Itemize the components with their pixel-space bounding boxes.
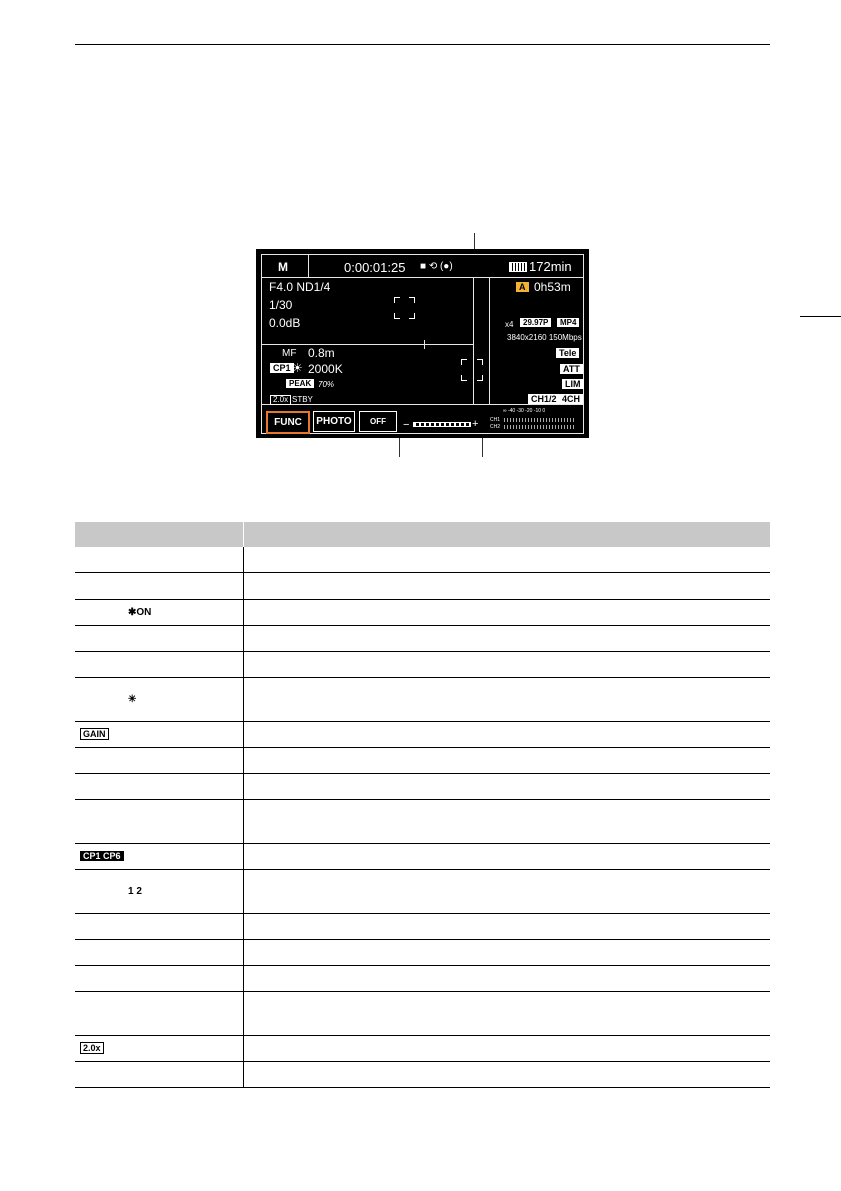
face-frame-corner xyxy=(461,375,467,381)
description-cell xyxy=(244,599,771,625)
audio-4ch: 4CH xyxy=(559,395,583,404)
mode-indicator: M xyxy=(278,260,288,274)
icon-reference-table xyxy=(75,522,770,1088)
face-frame-corner xyxy=(477,375,483,381)
icon-cell xyxy=(75,625,244,651)
icon-cell xyxy=(75,913,244,939)
divider-top xyxy=(261,277,584,278)
icon-cell xyxy=(75,1035,244,1061)
header-rule xyxy=(75,44,770,45)
custom-picture: CP1 xyxy=(270,364,294,373)
slow-multiplier: x4 xyxy=(505,320,514,329)
audio-meter-ch1 xyxy=(504,418,574,422)
table-header-cell xyxy=(244,522,771,547)
section-tab-rule xyxy=(800,316,841,317)
display-icon: 1 2 xyxy=(128,886,142,897)
face-frame-corner xyxy=(461,359,467,365)
af-frame-corner xyxy=(409,297,415,303)
shutter-speed: 1/30 xyxy=(269,298,293,312)
camera-screen xyxy=(256,249,589,438)
table-row xyxy=(75,1035,770,1061)
icon-cell xyxy=(75,721,244,747)
description-cell xyxy=(244,747,771,773)
description-cell xyxy=(244,939,771,965)
timecode: 0:00:01:25 xyxy=(344,260,406,275)
frame-rate: 29.97P xyxy=(520,319,551,327)
description-cell xyxy=(244,651,771,677)
icon-cell xyxy=(75,991,244,1035)
icon-cell xyxy=(75,572,244,599)
table-row xyxy=(75,721,770,747)
table-row xyxy=(75,991,770,1035)
display-icon: 2.0x xyxy=(80,1042,104,1054)
description-cell xyxy=(244,721,771,747)
af-frame-corner xyxy=(394,297,400,303)
battery-icon xyxy=(509,262,527,272)
icon-cell xyxy=(75,799,244,843)
icon-cell xyxy=(75,677,244,721)
audio-meter-scale: ∞ -40 -30 -20 -10 0 xyxy=(503,408,546,414)
icon-cell xyxy=(75,651,244,677)
icon-cell xyxy=(75,939,244,965)
table-row xyxy=(75,939,770,965)
func-button[interactable]: FUNC xyxy=(266,411,310,434)
description-cell xyxy=(244,625,771,651)
audio-att: ATT xyxy=(560,365,583,374)
level-scale xyxy=(413,422,471,427)
level-center-tick xyxy=(424,340,425,349)
table-row xyxy=(75,747,770,773)
media-remaining: 0h53m xyxy=(534,280,571,294)
peaking: PEAK xyxy=(286,380,314,388)
description-cell xyxy=(244,799,771,843)
photo-button[interactable]: PHOTO xyxy=(313,411,355,432)
zebra: 70% xyxy=(318,380,335,389)
description-cell xyxy=(244,547,771,572)
description-cell xyxy=(244,1035,771,1061)
table-row xyxy=(75,599,770,625)
table-row xyxy=(75,965,770,991)
icon-cell xyxy=(75,869,244,913)
af-frame-corner xyxy=(409,313,415,319)
level-minus: − xyxy=(403,419,410,431)
description-cell xyxy=(244,677,771,721)
resolution-bitrate: 3840x2160 150Mbps xyxy=(507,333,582,342)
audio-meter-ch1-label: CH1 xyxy=(490,417,501,423)
table-row xyxy=(75,547,770,572)
face-frame-corner xyxy=(477,359,483,365)
table-row xyxy=(75,1061,770,1087)
table-row xyxy=(75,677,770,721)
white-balance: 2000K xyxy=(308,362,343,376)
divider-bottom xyxy=(261,404,584,405)
icon-cell xyxy=(75,747,244,773)
level-plus: + xyxy=(472,418,479,430)
record-status: STBY xyxy=(292,395,313,404)
icon-cell xyxy=(75,547,244,572)
af-frame-corner xyxy=(394,313,400,319)
description-cell xyxy=(244,991,771,1035)
audio-meter-ch2 xyxy=(504,425,574,429)
table-row xyxy=(75,572,770,599)
icon-cell xyxy=(75,965,244,991)
focus-distance: 0.8m xyxy=(308,346,335,360)
magnification: 2.0x xyxy=(270,395,291,405)
table-row xyxy=(75,625,770,651)
icon-cell xyxy=(75,599,244,625)
table-row xyxy=(75,799,770,843)
table-header-row xyxy=(75,522,770,547)
description-cell xyxy=(244,773,771,799)
gain: 0.0dB xyxy=(269,316,301,330)
divider-mid xyxy=(473,278,474,404)
file-format: MP4 xyxy=(557,319,579,327)
description-cell xyxy=(244,913,771,939)
icon-cell xyxy=(75,843,244,869)
table-header-cell xyxy=(75,522,244,547)
description-cell xyxy=(244,965,771,991)
table-row xyxy=(75,773,770,799)
table-row xyxy=(75,913,770,939)
table-row xyxy=(75,843,770,869)
audio-lim: LIM xyxy=(562,380,584,389)
audio-meter-ch2-label: CH2 xyxy=(490,424,501,430)
menu-off-button[interactable]: OFF xyxy=(359,411,397,432)
battery-remaining: 172min xyxy=(529,259,572,274)
table-row xyxy=(75,651,770,677)
table-row xyxy=(75,869,770,913)
divider-mode xyxy=(308,255,309,277)
display-icon: GAIN xyxy=(80,728,109,740)
timecode-status-icons: ■ ⟲ (●) xyxy=(420,261,453,272)
audio-ch12: CH1/2 xyxy=(528,395,560,404)
divider-exposure xyxy=(261,344,473,345)
display-icon: ✳ xyxy=(128,694,137,705)
display-icon: ✱ON xyxy=(128,607,152,618)
display-icon: CP1 CP6 xyxy=(80,851,124,861)
icon-cell xyxy=(75,1061,244,1087)
description-cell xyxy=(244,1061,771,1087)
media-slot: A xyxy=(516,283,529,292)
description-cell xyxy=(244,869,771,913)
audio-tele: Tele xyxy=(556,349,579,358)
icon-cell xyxy=(75,773,244,799)
focus-mode: MF xyxy=(282,348,297,359)
aperture-nd: F4.0 ND1/4 xyxy=(269,280,331,294)
sun-icon: ☀ xyxy=(292,361,303,375)
description-cell xyxy=(244,843,771,869)
description-cell xyxy=(244,572,771,599)
divider-right xyxy=(489,278,490,404)
